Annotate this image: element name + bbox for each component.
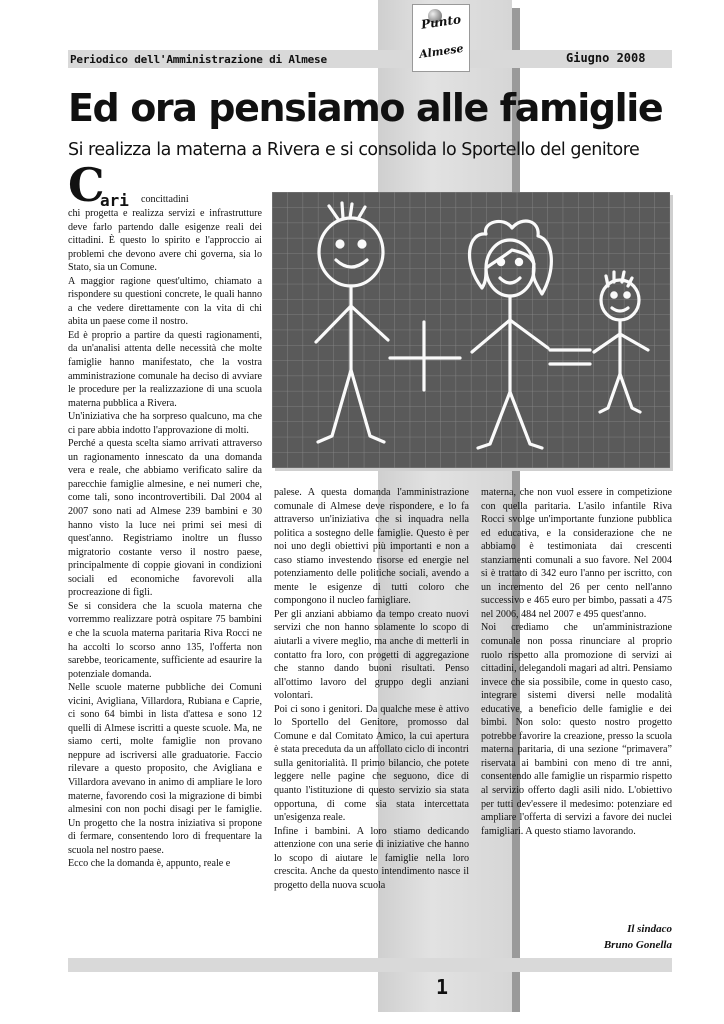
paragraph: Noi crediamo che un'amministrazione comunale non possa rinunciare al proprio ruolo rispetto alla promozione di servizi ai cittadini, delegandoli magari ad altri. Pensiamo invece che sia possibile, come in questo caso, integrare sistemi diversi nelle modalità educative, a beneficio delle famiglie e dei bimbi. Non solo: questo nostro progetto potrebbe favorire la creazione, presso la scuola materna paritaria, di una sezione “primavera” riservata ai bambini con meno di tre anni, consentendo alle famiglie un risparmio rispetto al servizio offerto dagli asili nido. L'obiettivo per tutti dev'essere il medesimo: potenziare ed ampliare l'offerta di servizi a favore dei nuclei famigliari. A questo stiamo lavorando. — [481, 622, 672, 837]
paragraph: Poi ci sono i genitori. Da qualche mese è attivo lo Sportello del Genitore, promosso dal Comune e dal Comitato Amico, la cui apertura è stata preceduta da un affollato ciclo di incontri sulla genitorialità. Il primo bilancio, che potete leggere nelle pagine che seguono, dice di quanto l'istituzione di questo servizio sia stata opportuna, di come sia stata intercettata un'esigenza reale. — [274, 703, 469, 824]
paragraph: Perché a questa scelta siamo arrivati attraverso un ragionamento innescato da una domanda vera e reale, che abbiamo verificato salire da parecchie famiglie almesine, e nei numeri che, come tali, sono incontrovertibili. Dal 2004 al 2007 sono nati ad Almese 239 bambini e 30 hanno visto la luce nei primi sei mesi di quest'anno. Registriamo inoltre un flusso migratorio costante verso il nostro paese, principalmente di coppie giovani in condizioni sociali ed economiche favorevoli alla procreazione di figli. — [68, 438, 262, 599]
paragraph: Ecco che la domanda è, appunto, reale e — [68, 858, 231, 870]
chalkboard-illustration — [272, 192, 670, 468]
article-column-3 — [481, 486, 672, 838]
drop-cap: C — [68, 158, 105, 212]
signature-role: Il sindaco — [627, 923, 672, 935]
logo-text-top: Punto — [420, 12, 462, 32]
paragraph: Ed è proprio a partire da questi ragionamenti, da un'analisi attenta delle necessità che molte famiglie hanno manifestato, che la vostra amministrazione comunale ha deciso di avviare le procedure per la realizzazione di una scuola materna pubblica a Rivera. — [68, 329, 262, 409]
paragraph: Un'iniziativa che ha sorpreso qualcuno, ma che ci pare abbia indotto l'approvazione di molti. — [68, 411, 262, 436]
logo-text-bottom: Almese — [418, 41, 465, 61]
signature-name: Bruno Gonella — [603, 939, 672, 951]
footer-band — [68, 958, 672, 972]
paragraph: Se si considera che la scuola materna che vorremmo realizzare potrà ospitare 75 bambini e che la scuola materna paritaria Riva Rocci ne ha accolti lo scorso anno 135, l'offerta non sarebbe, teoricamente, sufficiente ad esaurire la potenziale domanda. — [68, 600, 262, 680]
logo — [412, 4, 470, 72]
paragraph: chi progetta e realizza servizi e infrastrutture deve farlo partendo dalle esigenze reali dei cittadini. È questo lo spirito e l'approccio ai problemi che devono avere chi governa, sia lo Stato, sia un Comune. — [68, 208, 262, 274]
page-number: 1 — [436, 975, 449, 999]
subheadline: Si realizza la materna a Rivera e si consolida lo Sportello del genitore — [68, 140, 640, 160]
paragraph: A maggior ragione quest'ultimo, chiamato a rispondere su questioni concrete, le quali hanno a che vedere direttamente con la vita di chi abita un paese come il nostro. — [68, 275, 262, 328]
salutation: concittadini — [141, 194, 189, 205]
headline: Ed ora pensiamo alle famiglie — [68, 86, 663, 130]
paragraph: materna, che non vuol essere in competizione con quella paritaria. L'asilo infantile Riva Rocci svolge un'importante funzione pubblica ed educativa, e la considerazione che ne abbiamo è testimoniata dai crescenti stanziamenti comunali a suo favore. Nel 2004 si è trattato di 342 euro l'anno per iscritto, con un incremento del 26 per cento nell'anno successivo e 465 euro per bimbo, passati a 475 nel 2006, 484 nel 2007 e 495 quest'anno. — [481, 487, 672, 620]
paragraph: Per gli anziani abbiamo da tempo creato nuovi servizi che non hanno solamente lo scopo di aiutarli a vivere meglio, ma anche di metterli in contatto fra loro, con progetti di aggregazione che stanno dando buoni risultati. Penso all'ottimo lavoro del gruppo degli anziani volontari. — [274, 608, 469, 702]
periodical-name: Periodico dell'Amministrazione di Almese — [70, 53, 327, 66]
stick-family-drawing — [272, 192, 670, 468]
issue-date: Giugno 2008 — [566, 51, 646, 65]
signature-block — [560, 921, 672, 953]
paragraph: Nelle scuole materne pubbliche dei Comuni vicini, Avigliana, Villardora, Rubiana e Caprie, ci sono 64 bimbi in lista d'attesa e sono 12 quelli di Almese iscritti a queste scuole. Ma, ne siamo certi, molte famiglie non provano neppure ad iscriversi alle graduatorie. Faccio rilevare a questo proposito, che Avigliana e Villardora avevano in animo di ampliare le loro materne, favorendo così la migrazione di bimbi almesini con non pochi disagi per le famiglie. Un progetto che la nostra iniziativa si propone di fermare, consentendo loro di frequentare la scuola nel nostro paese. — [68, 682, 262, 856]
paragraph: palese. A questa domanda l'amministrazione comunale di Almese deve rispondere, e lo fa attraverso un'iniziativa che si inquadra nella politica a sostegno delle famiglie. Questo è per noi uno degli obiettivi più importanti e non a caso stiamo investendo risorse ed energie nel potenziamento delle politiche sociali, avendo a mente le esigenze di tutti coloro che compongono il nucleo famigliare. — [274, 487, 469, 607]
article-column-1 — [68, 207, 262, 871]
drop-cap-word-rest: ari — [100, 191, 129, 210]
paragraph: Infine i bambini. A loro stiamo dedicando attenzione con una serie di iniziative che hanno lo scopo di aiutare le famiglie nella loro crescita. Anche da questo intendimento nasce il progetto della nuova scuola — [274, 825, 469, 891]
article-column-2 — [274, 486, 469, 892]
